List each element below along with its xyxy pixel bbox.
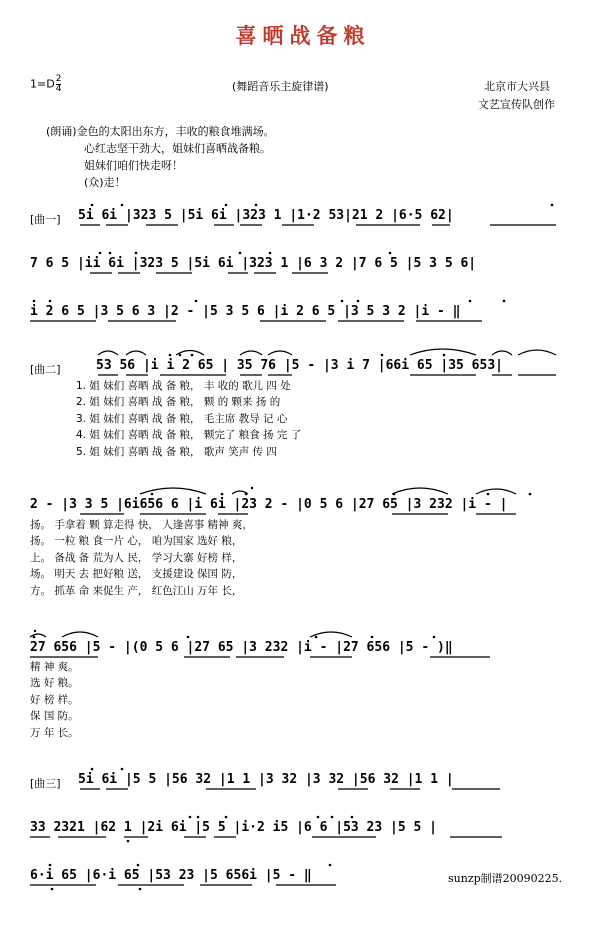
verse-5-part-c: 万 年 长。	[30, 726, 79, 739]
verse-1-part-c: 精 神 爽。	[30, 661, 79, 673]
verse-1-part-b: 扬。 手拿着 颗 算走得 快， 人逢喜事 精神 爽，	[30, 519, 253, 531]
verse-5-part-b: 方。 抓革 命 来促生 产， 红色江山 万年 长，	[30, 584, 243, 597]
notation-line-5: 2 - |3 3 5 |6i656 6 |i 6i |23 2 - |0 5 6 |27 65 |3 232 |i - |	[30, 497, 508, 512]
section-label-qu1: [曲一]	[30, 213, 61, 226]
verse-2-part-b: 扬。 一粒 粮 食一片 心， 咱为国家 选好 粮，	[30, 535, 243, 548]
key-prefix: 1=D	[30, 77, 55, 91]
notation-line-9: 6·i 65 |6·i 65 |53 23 |5 656i |5 - ‖	[30, 868, 312, 883]
verse-3-part-c: 好 榜 样。	[30, 693, 79, 706]
verse-1-part-a: 1. 姐 妹们 喜晒 战 备 粮， 丰 收的 歌儿 四 处	[76, 380, 291, 392]
section-label-qu3: [曲三]	[30, 777, 61, 790]
intro-line-4: (众)走！	[84, 176, 126, 189]
notation-line-1: 5i 6i |323 5 |5i 6i |323 1 |1·2 53|21 2 |6·5 62|	[78, 208, 454, 223]
verse-2-part-c: 选 好 粮。	[30, 677, 79, 690]
notation-line-2: 7 6 5 |ii 6i |323 5 |5i 6i |323 1 |6 3 2 |7 6 5 |5 3 5 6|	[30, 256, 477, 271]
time-beats: 2	[55, 74, 62, 84]
author-line-2: 文艺宣传队创作	[478, 98, 555, 111]
notation-line-4: 53 56 |i i 2 65 | 35 76 |5 - |3 i 7 |66i 65 |35 653|	[96, 358, 503, 373]
verse-2-part-a: 2. 姐 妹们 喜晒 战 备 粮， 颗 的 颗来 扬 的	[76, 396, 281, 409]
intro-line-1: (朗诵)金色的太阳出东方，丰收的粮食堆满场。	[46, 125, 275, 138]
time-unit: 4	[55, 84, 62, 94]
intro-line-3: 姐妹们咱们快走呀！	[84, 159, 183, 172]
transcriber-credit: sunzp制谱20090225.	[448, 872, 563, 885]
verse-3-part-b: 上。 备战 备 荒为人 民， 学习大寨 好榜 样，	[30, 551, 243, 564]
notation-line-8: 33 2321 |62 1 |2i 6i |5 5 |i·2 i5 |6 6 |53 23 |5 5 |	[30, 820, 437, 835]
author-line-1: 北京市大兴县	[484, 80, 550, 93]
notation-line-3: i 2 6 5 |3 5 6 3 |2 - |5 3 5 6 |i 2 6 5 |3 5 3 2 |i - ‖	[30, 304, 461, 319]
verse-4-part-b: 场。 明天 去 把好粮 送， 支援建设 保国 防，	[30, 568, 243, 581]
verse-3-part-a: 3. 姐 妹们 喜晒 战 备 粮， 毛主席 教导 记 心	[76, 412, 288, 425]
intro-line-2: 心红志坚干劲大，姐妹们喜晒战备粮。	[84, 142, 271, 155]
notation-line-6: 27 656 |5 - |(0 5 6 |27 65 |3 232 |i - |27 656 |5 - )‖	[30, 640, 453, 655]
song-title: 喜晒战备粮	[235, 23, 371, 48]
subtitle: (舞蹈音乐主旋律谱)	[232, 80, 329, 93]
notation-line-7: 5i 6i |5 5 |56 32 |1 1 |3 32 |3 32 |56 32 |1 1 |	[78, 772, 454, 787]
verse-5-part-a: 5. 姐 妹们 喜晒 战 备 粮， 歌声 笑声 传 四	[76, 445, 277, 458]
verse-4-part-c: 保 国 防。	[30, 710, 79, 723]
section-label-qu2: [曲二]	[30, 363, 61, 376]
verse-4-part-a: 4. 姐 妹们 喜晒 战 备 粮， 颗完了 粮食 扬 完 了	[76, 429, 302, 442]
